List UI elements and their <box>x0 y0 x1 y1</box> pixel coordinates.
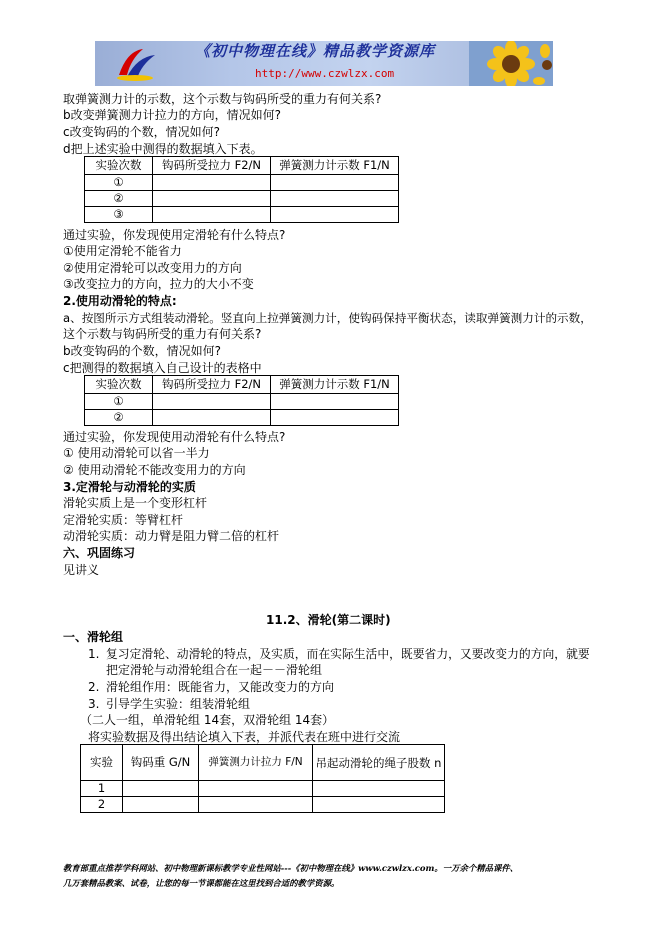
text-line: 通过实验，你发现使用动滑轮有什么特点? <box>63 430 286 444</box>
table-cell <box>153 175 271 191</box>
section-heading: 2.使用动滑轮的特点: <box>63 294 177 308</box>
list-item: 引导学生实验：组装滑轮组 <box>106 697 251 711</box>
list-number: 2. <box>88 680 100 694</box>
text-line: （二人一组，单滑轮组 14套，双滑轮组 14套） <box>80 713 335 727</box>
list-item: 滑轮组作用：既能省力，又能改变力的方向 <box>106 680 335 694</box>
text-line: 定滑轮实质：等臂杠杆 <box>63 513 184 527</box>
table-cell <box>271 175 399 191</box>
table-cell <box>153 207 271 223</box>
table-header: 实验次数 <box>85 376 153 394</box>
table-cell <box>199 797 313 813</box>
table-header: 实验 <box>81 745 123 781</box>
text-line: 这个示数与钩码所受的重力有何关系? <box>63 327 262 341</box>
table-cell <box>271 410 399 426</box>
table-cell: 1 <box>81 781 123 797</box>
list-item: 复习定滑轮、动滑轮的特点，及实质，而在实际生活中，既要省力，又要改变力的方向，就要 <box>106 647 590 661</box>
list-number: 1. <box>88 647 100 661</box>
list-item-continued: 把定滑轮与动滑轮组合在一起－－滑轮组 <box>106 663 323 677</box>
text-line: c改变钩码的个数，情况如何? <box>63 125 220 139</box>
text-line: 将实验数据及得出结论填入下表，并派代表在班中进行交流 <box>88 730 401 744</box>
table-cell: 2 <box>81 797 123 813</box>
table-header: 钩码所受拉力 F2/N <box>153 376 271 394</box>
table-header: 实验次数 <box>85 157 153 175</box>
table-cell <box>123 797 199 813</box>
table-cell <box>123 781 199 797</box>
section-heading: 3.定滑轮与动滑轮的实质 <box>63 480 196 494</box>
fixed-pulley-data-table <box>84 156 399 223</box>
table-cell <box>313 781 445 797</box>
list-number: 3. <box>88 697 100 711</box>
text-line: 动滑轮实质：动力臂是阻力臂二倍的杠杆 <box>63 529 280 543</box>
table-cell: ② <box>85 191 153 207</box>
text-line: ② 使用动滑轮不能改变用力的方向 <box>63 463 246 477</box>
table-header: 弹簧测力计示数 F1/N <box>271 157 399 175</box>
table-cell <box>199 781 313 797</box>
text-line: ③改变拉力的方向，拉力的大小不变 <box>63 277 254 291</box>
table-cell <box>153 410 271 426</box>
text-line: c把测得的数据填入自己设计的表格中 <box>63 361 262 375</box>
text-line: a、按图所示方式组装动滑轮。竖直向上拉弹簧测力计，使钩码保持平衡状态，读取弹簧测力计的示数， <box>63 311 592 325</box>
text-line: ②使用定滑轮可以改变用力的方向 <box>63 261 242 275</box>
site-logo-icon <box>113 45 159 83</box>
table-cell <box>153 394 271 410</box>
movable-pulley-data-table <box>84 375 399 426</box>
text-line: d把上述实验中测得的数据填入下表。 <box>63 142 263 156</box>
footer-line: 教育部重点推荐学科网站、初中物理新课标教学专业性网站---《初中物理在线》www.czwlzx.com。一万余个精品课件、 <box>63 863 519 873</box>
text-line: 通过实验，你发现使用定滑轮有什么特点? <box>63 228 286 242</box>
table-header: 弹簧测力计示数 F1/N <box>271 376 399 394</box>
table-cell: ① <box>85 394 153 410</box>
header-banner <box>95 41 553 86</box>
table-cell: ① <box>85 175 153 191</box>
text-line: b改变钩码的个数，情况如何? <box>63 344 221 358</box>
text-line: 滑轮实质上是一个变形杠杆 <box>63 496 208 510</box>
banner-title: 《初中物理在线》精品教学资源库 <box>195 42 436 60</box>
table-header: 钩码重 G/N <box>123 745 199 781</box>
text-line: ①使用定滑轮不能省力 <box>63 244 182 258</box>
table-cell: ③ <box>85 207 153 223</box>
banner-url[interactable]: http://www.czwlzx.com <box>255 67 395 80</box>
text-line: 见讲义 <box>63 563 100 577</box>
section-heading: 六、巩固练习 <box>63 546 136 560</box>
table-cell <box>271 394 399 410</box>
sunflower-icon <box>469 41 553 86</box>
table-header: 弹簧测力计拉力 F/N <box>199 745 313 781</box>
footer-line: 几万套精品教案、试卷，让您的每一节课都能在这里找到合适的教学资源。 <box>63 878 340 888</box>
table-cell: ② <box>85 410 153 426</box>
table-cell <box>313 797 445 813</box>
text-line: b改变弹簧测力计拉力的方向，情况如何? <box>63 108 281 122</box>
page-footer <box>63 861 623 891</box>
section-heading: 一、滑轮组 <box>63 630 124 644</box>
table-header: 吊起动滑轮的绳子股数 n <box>313 745 445 781</box>
text-line: ① 使用动滑轮可以省一半力 <box>63 446 210 460</box>
lesson-title: 11.2、滑轮(第二课时) <box>266 613 391 627</box>
table-cell <box>271 207 399 223</box>
pulley-block-data-table <box>80 744 445 813</box>
table-header: 钩码所受拉力 F2/N <box>153 157 271 175</box>
table-cell <box>271 191 399 207</box>
text-line: 取弹簧测力计的示数，这个示数与钩码所受的重力有何关系? <box>63 92 382 106</box>
table-cell <box>153 191 271 207</box>
